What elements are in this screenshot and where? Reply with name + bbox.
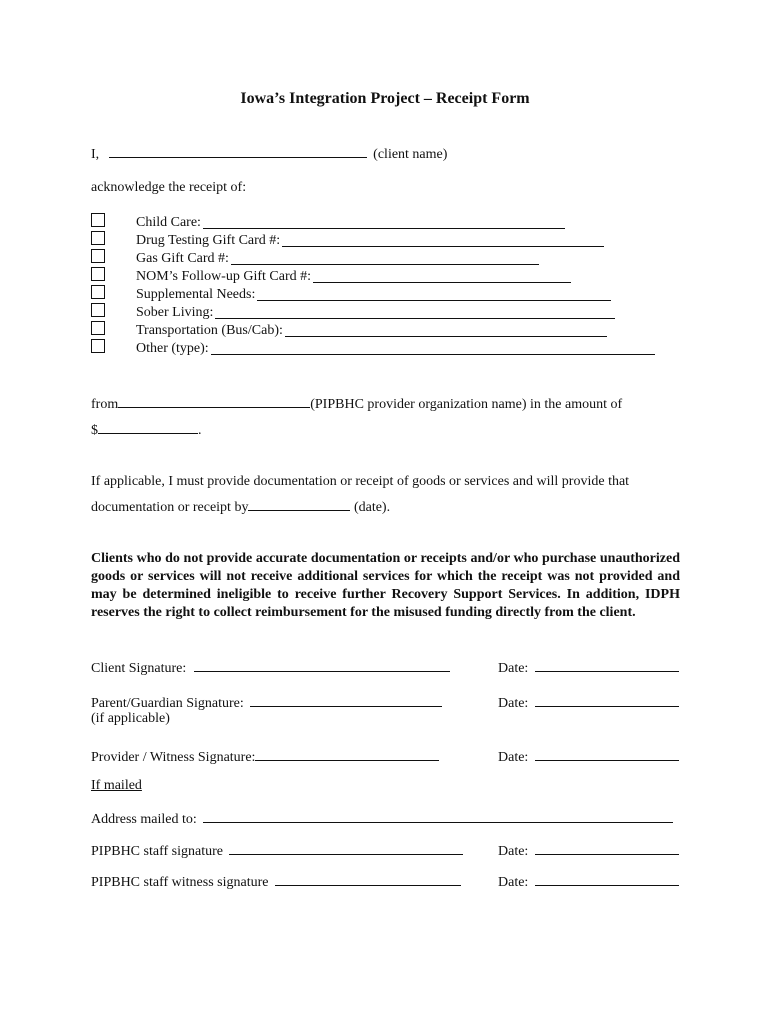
checkbox-gas-gift-card[interactable] [91,249,105,263]
if-mailed-heading: If mailed [91,778,142,793]
checkbox-other[interactable] [91,339,105,353]
staff-signature-row: PIPBHC staff signature [91,841,463,860]
list-item: Drug Testing Gift Card #: [136,232,655,250]
provider-org-field[interactable] [118,394,310,408]
checkbox-supplemental[interactable] [91,285,105,299]
child-care-field[interactable] [203,228,565,229]
parent-signature-field[interactable] [250,693,442,707]
client-suffix: (client name) [373,147,448,162]
list-item: Child Care: [136,214,655,232]
client-name-row [91,144,447,163]
list-item: Sober Living: [136,304,655,322]
list-item: Other (type): [136,340,655,358]
client-date-row: Date: [498,658,679,677]
list-item: Gas Gift Card #: [136,250,655,268]
staff-date-row: Date: [498,841,679,860]
amount-field[interactable] [98,420,198,434]
checkbox-noms-gift-card[interactable] [91,267,105,281]
doc-date-field[interactable] [248,497,350,511]
checkbox-transportation[interactable] [91,321,105,335]
provider-date-field[interactable] [535,747,679,761]
parent-date-row: Date: [498,693,679,712]
list-item: NOM’s Follow-up Gift Card #: [136,268,655,286]
checkbox-sober-living[interactable] [91,303,105,317]
client-signature-row: Client Signature: [91,658,450,677]
checkbox-drug-testing[interactable] [91,231,105,245]
amount-row [91,420,202,439]
from-suffix: (PIPBHC provider organization name) in the amount of [310,397,623,412]
client-signature-field[interactable] [194,658,450,672]
noms-gift-card-field[interactable] [313,282,571,283]
supplemental-needs-field[interactable] [257,300,611,301]
client-name-field[interactable] [109,144,367,158]
acknowledge-text: acknowledge the receipt of: [91,180,247,195]
sober-living-field[interactable] [215,318,615,319]
other-type-field[interactable] [211,354,655,355]
transportation-field[interactable] [285,336,607,337]
parent-signature-row: Parent/Guardian Signature: [91,693,442,712]
list-item: Supplemental Needs: [136,286,655,304]
amount-prefix: $ [91,423,98,438]
list-item: Transportation (Bus/Cab): [136,322,655,340]
provider-signature-field[interactable] [255,747,439,761]
warning-paragraph: Clients who do not provide accurate documentation or receipts and/or who purchase unauthorized goods or services will not receive additional services for which the receipt was not provided and may be determined ineligible to receive further Recovery Support Services. In addition, IDPH reserves the right to collect reimbursement for the misused funding directly from the client. [91,551,680,620]
provider-date-row: Date: [498,747,679,766]
item-list [136,214,655,358]
staff-witness-date-row: Date: [498,872,679,891]
client-prefix: I, [91,147,100,162]
address-field[interactable] [203,809,673,823]
doc-line-1: If applicable, I must provide documentation or receipt of goods or services and will provide that [91,474,630,489]
staff-signature-field[interactable] [229,841,463,855]
staff-witness-date-field[interactable] [535,872,679,886]
staff-date-field[interactable] [535,841,679,855]
parent-note: (if applicable) [91,711,170,726]
from-row [91,394,622,413]
provider-signature-row: Provider / Witness Signature: [91,747,439,766]
checkbox-list [91,213,105,357]
gas-gift-card-field[interactable] [231,264,539,265]
staff-witness-row: PIPBHC staff witness signature [91,872,461,891]
staff-witness-field[interactable] [275,872,461,886]
checkbox-child-care[interactable] [91,213,105,227]
from-prefix: from [91,397,119,412]
address-row: Address mailed to: [91,809,673,828]
form-title: Iowa’s Integration Project – Receipt Form [240,90,530,107]
parent-date-field[interactable] [535,693,679,707]
amount-suffix: . [198,423,202,438]
drug-testing-field[interactable] [282,246,604,247]
doc-line-2: documentation or receipt by (date). [91,497,390,516]
client-date-field[interactable] [535,658,679,672]
